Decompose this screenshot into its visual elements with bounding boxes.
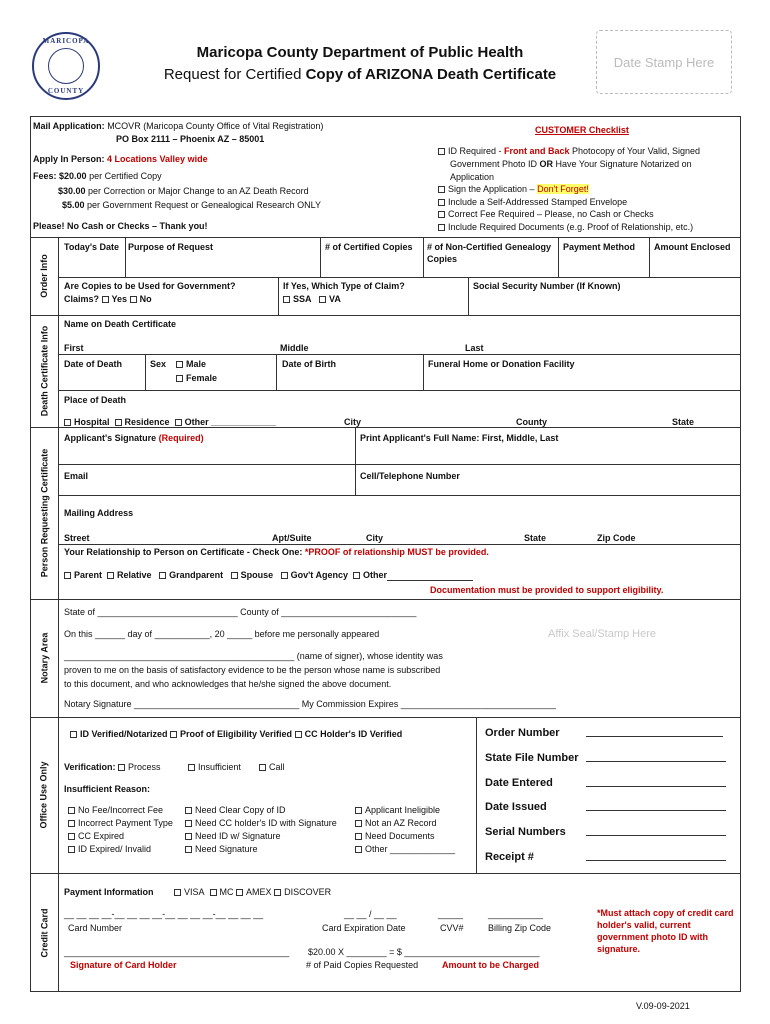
version-label: V.09-09-2021 [636, 1001, 690, 1011]
reason-9: Applicant Ineligible [355, 804, 440, 816]
card-number-label: Card Number [68, 923, 123, 933]
checklist-item-id-2: Government Photo ID OR Have Your Signature Notarized on [450, 159, 692, 169]
checkbox[interactable] [438, 211, 445, 218]
reason-1: No Fee/Incorrect Fee [68, 804, 163, 816]
checkbox[interactable] [438, 186, 445, 193]
county-seal [32, 32, 100, 100]
spouse-checkbox[interactable] [231, 572, 238, 579]
checkbox[interactable] [185, 833, 192, 840]
checkbox[interactable] [68, 846, 75, 853]
male-option: Male [176, 358, 206, 370]
date-issued-label: Date Issued [485, 801, 547, 813]
checkbox[interactable] [438, 199, 445, 206]
noncert-copies-label: # of Non-Certified Genealogy Copies [427, 242, 552, 264]
reason-10: Not an AZ Record [355, 817, 437, 829]
notary-line-date: On this ______ day of ___________, 20 _____ before me personally appeared [64, 629, 380, 639]
checklist-item-fee: Correct Fee Required – Please, no Cash or Checks [438, 208, 654, 220]
proof-verified-checkbox[interactable] [170, 731, 177, 738]
date-issued-field[interactable] [586, 801, 726, 811]
checkbox[interactable] [355, 807, 362, 814]
cc-verified-checkbox[interactable] [295, 731, 302, 738]
serial-numbers-label: Serial Numbers [485, 826, 566, 838]
checkbox[interactable] [185, 820, 192, 827]
yes-checkbox[interactable] [102, 296, 109, 303]
certified-copies-label: # of Certified Copies [325, 242, 413, 252]
checklist-title: CUSTOMER Checklist [535, 125, 629, 135]
county-label: County [516, 417, 547, 427]
notary-line-signer: ______________________________________________ (name of signer), whose identity was [64, 651, 443, 661]
payment-info-label: Payment Information [64, 887, 154, 897]
notary-line-state: State of ____________________________ County of ___________________________ [64, 607, 417, 617]
female-checkbox[interactable] [176, 375, 183, 382]
receipt-field[interactable] [586, 851, 726, 861]
claims-options: Claims? Yes No [64, 294, 152, 304]
verification-row: Verification: Process [64, 762, 161, 772]
seal-top-text: MARICOPA [42, 37, 90, 45]
no-cash-notice: Please! No Cash or Checks – Thank you! [33, 221, 208, 231]
state-file-label: State File Number [485, 752, 579, 764]
place-options: Hospital Residence Other _____________ [64, 416, 276, 428]
mail-application: Mail Application: MCOVR (Maricopa County Office of Vital Registration) [33, 121, 324, 131]
documentation-note: Documentation must be provided to support eligibility. [430, 585, 664, 595]
insufficient-reason-label: Insufficient Reason: [64, 784, 151, 794]
notary-line-proof: proven to me on the basis of satisfactory evidence to be the person whose name is subscribed [64, 665, 441, 675]
date-of-death-label: Date of Death [64, 359, 123, 369]
reason-11: Need Documents [355, 830, 435, 842]
process-checkbox[interactable] [118, 764, 125, 771]
seal-emblem-icon [48, 48, 84, 84]
date-of-birth-label: Date of Birth [282, 359, 336, 369]
residence-checkbox[interactable] [115, 419, 122, 426]
last-label: Last [465, 343, 484, 353]
hospital-checkbox[interactable] [64, 419, 71, 426]
checkbox[interactable] [355, 833, 362, 840]
notary-signature-line: Notary Signature _________________________________ My Commission Expires _______________________________ [64, 699, 556, 709]
checkbox[interactable] [68, 820, 75, 827]
checkbox[interactable] [185, 807, 192, 814]
checklist-item-id: ID Required - Front and Back Photocopy of Your Valid, Signed [438, 145, 700, 157]
cardholder-signature-line[interactable]: _____________________________________________ [64, 947, 290, 957]
no-checkbox[interactable] [130, 296, 137, 303]
checkbox[interactable] [185, 846, 192, 853]
ssn-label: Social Security Number (If Known) [473, 281, 621, 291]
gov-agency-checkbox[interactable] [281, 572, 288, 579]
amex-checkbox[interactable] [236, 889, 243, 896]
street-label: Street [64, 533, 90, 543]
reason-12: Other _____________ [355, 843, 455, 855]
seal-bottom-text: COUNTY [47, 87, 85, 95]
cvv-line[interactable]: _____ [438, 909, 464, 919]
mc-checkbox[interactable] [210, 889, 217, 896]
date-entered-label: Date Entered [485, 777, 553, 789]
funeral-home-label: Funeral Home or Donation Facility [428, 359, 575, 369]
notary-side-label: Notary Area [39, 632, 49, 684]
state-label: State [672, 417, 695, 427]
payment-method-label: Payment Method [563, 242, 636, 252]
todays-date-label: Today's Date [64, 242, 119, 252]
receipt-label: Receipt # [485, 851, 534, 863]
checklist-item-id-3: Application [450, 172, 495, 182]
checkbox[interactable] [438, 148, 445, 155]
cvv-label: CVV# [440, 923, 464, 933]
order-number-label: Order Number [485, 727, 560, 739]
paid-copies-label: # of Paid Copies Requested [306, 960, 419, 970]
billing-zip-label: Billing Zip Code [488, 923, 552, 933]
reason-7: Need ID w/ Signature [185, 830, 281, 842]
city-label: City [344, 417, 362, 427]
phone-label: Cell/Telephone Number [360, 471, 460, 481]
female-option: Female [176, 372, 217, 384]
mail-address: PO Box 2111 – Phoenix AZ – 85001 [116, 134, 265, 144]
mail-state-label: State [524, 533, 547, 543]
fees-line-3: $5.00 per Government Request or Genealogical Research ONLY [62, 200, 321, 210]
grandparent-checkbox[interactable] [159, 572, 166, 579]
id-verified-checkbox[interactable] [70, 731, 77, 738]
purpose-label: Purpose of Request [128, 242, 214, 252]
print-name-label: Print Applicant's Full Name: First, Middle, Last [360, 433, 559, 443]
order-info-side-label: Order Info [39, 254, 50, 298]
checkbox[interactable] [438, 224, 445, 231]
affix-seal-text: Affix Seal/Stamp Here [548, 628, 657, 640]
checkbox[interactable] [355, 820, 362, 827]
relationship-label: Your Relationship to Person on Certificate - Check One: *PROOF of relationship MUST be provided. [64, 547, 489, 557]
checklist-item-sign: Sign the Application – Don't Forget! [438, 183, 589, 195]
parent-checkbox[interactable] [64, 572, 71, 579]
reason-6: Need CC holder's ID with Signature [185, 817, 337, 829]
relationship-options: Parent Relative Grandparent Spouse Gov't Agency Other [64, 569, 473, 581]
checklist-item-envelope: Include a Self-Addressed Stamped Envelope [438, 196, 627, 208]
visa-checkbox[interactable] [174, 889, 181, 896]
fees-line-1: Fees: $20.00 per Certified Copy [33, 171, 162, 181]
call-checkbox[interactable] [259, 764, 266, 771]
reason-4: ID Expired/ Invalid [68, 843, 151, 855]
amount-enclosed-label: Amount Enclosed [654, 242, 731, 252]
date-stamp-box: Date Stamp Here [596, 30, 732, 94]
state-file-field[interactable] [586, 752, 726, 762]
zip-label: Zip Code [597, 533, 636, 543]
va-checkbox[interactable] [319, 296, 326, 303]
fees-line-2: $30.00 per Correction or Major Change to an AZ Death Record [58, 186, 309, 196]
mailing-address-label: Mailing Address [64, 508, 134, 518]
requester-side-label: Person Requesting Certificate [39, 448, 49, 578]
discover-checkbox[interactable] [274, 889, 281, 896]
insufficient-checkbox[interactable] [188, 764, 195, 771]
reason-5: Need Clear Copy of ID [185, 804, 286, 816]
page-title: Maricopa County Department of Public Health [196, 44, 524, 61]
checkbox[interactable] [68, 833, 75, 840]
copies-amount-line[interactable]: $20.00 X ________ = $ ___________________________ [308, 947, 540, 957]
relative-checkbox[interactable] [107, 572, 114, 579]
amount-charged-label: Amount to be Charged [442, 960, 539, 970]
checklist-item-docs: Include Required Documents (e.g. Proof of Relationship, etc.) [438, 221, 693, 233]
applicant-signature-label: Applicant's Signature (Required) [64, 433, 204, 443]
cardholder-signature-label: Signature of Card Holder [70, 960, 177, 970]
reason-3: CC Expired [68, 830, 124, 842]
first-label: First [64, 343, 84, 353]
reason-2: Incorrect Payment Type [68, 817, 173, 829]
sex-label: Sex [150, 359, 167, 369]
claim-type-question: If Yes, Which Type of Claim? [283, 281, 405, 291]
notary-line-ack: to this document, and who acknowledges that he/she signed the above document. [64, 679, 392, 689]
government-question: Are Copies to be Used for Government? [64, 281, 236, 291]
middle-label: Middle [280, 343, 309, 353]
mail-city-label: City [366, 533, 384, 543]
email-label: Email [64, 471, 89, 481]
ssa-checkbox[interactable] [283, 296, 290, 303]
insufficient-option: Insufficient [188, 761, 241, 773]
expiration-line[interactable]: __ __ / __ __ [344, 909, 397, 919]
zip-line[interactable]: ___________ [488, 909, 544, 919]
card-type-options: VISA MC AMEX DISCOVER [174, 886, 331, 898]
expiration-label: Card Expiration Date [322, 923, 406, 933]
apt-label: Apt/Suite [272, 533, 312, 543]
reason-8: Need Signature [185, 843, 258, 855]
place-of-death-label: Place of Death [64, 395, 127, 405]
office-verified-row: ID Verified/Notarized Proof of Eligibility Verified CC Holder's ID Verified [70, 728, 402, 740]
credit-card-note: *Must attach copy of credit card holder's valid, current government photo ID with signature. [597, 908, 734, 954]
male-checkbox[interactable] [176, 361, 183, 368]
checkbox[interactable] [68, 807, 75, 814]
order-number-field[interactable] [586, 727, 723, 737]
checkbox[interactable] [355, 846, 362, 853]
other-rel-checkbox[interactable] [353, 572, 360, 579]
death-cert-side-label: Death Certificate Info [39, 325, 50, 417]
apply-in-person: Apply In Person: 4 Locations Valley wide [33, 154, 208, 164]
other-checkbox[interactable] [175, 419, 182, 426]
card-number-line[interactable]: __ __ __ __-__ __ __ __-__ __ __ __-__ __ __ __ [64, 909, 264, 919]
date-entered-field[interactable] [586, 777, 726, 787]
credit-card-side-label: Credit Card [39, 907, 50, 958]
office-side-label: Office Use Only [39, 761, 49, 829]
call-option: Call [259, 761, 285, 773]
page-subtitle: Request for Certified Copy of ARIZONA Death Certificate [163, 66, 557, 83]
name-on-certificate-label: Name on Death Certificate [64, 319, 177, 329]
claim-type-options: SSA VA [283, 293, 341, 305]
serial-numbers-field[interactable] [586, 826, 726, 836]
